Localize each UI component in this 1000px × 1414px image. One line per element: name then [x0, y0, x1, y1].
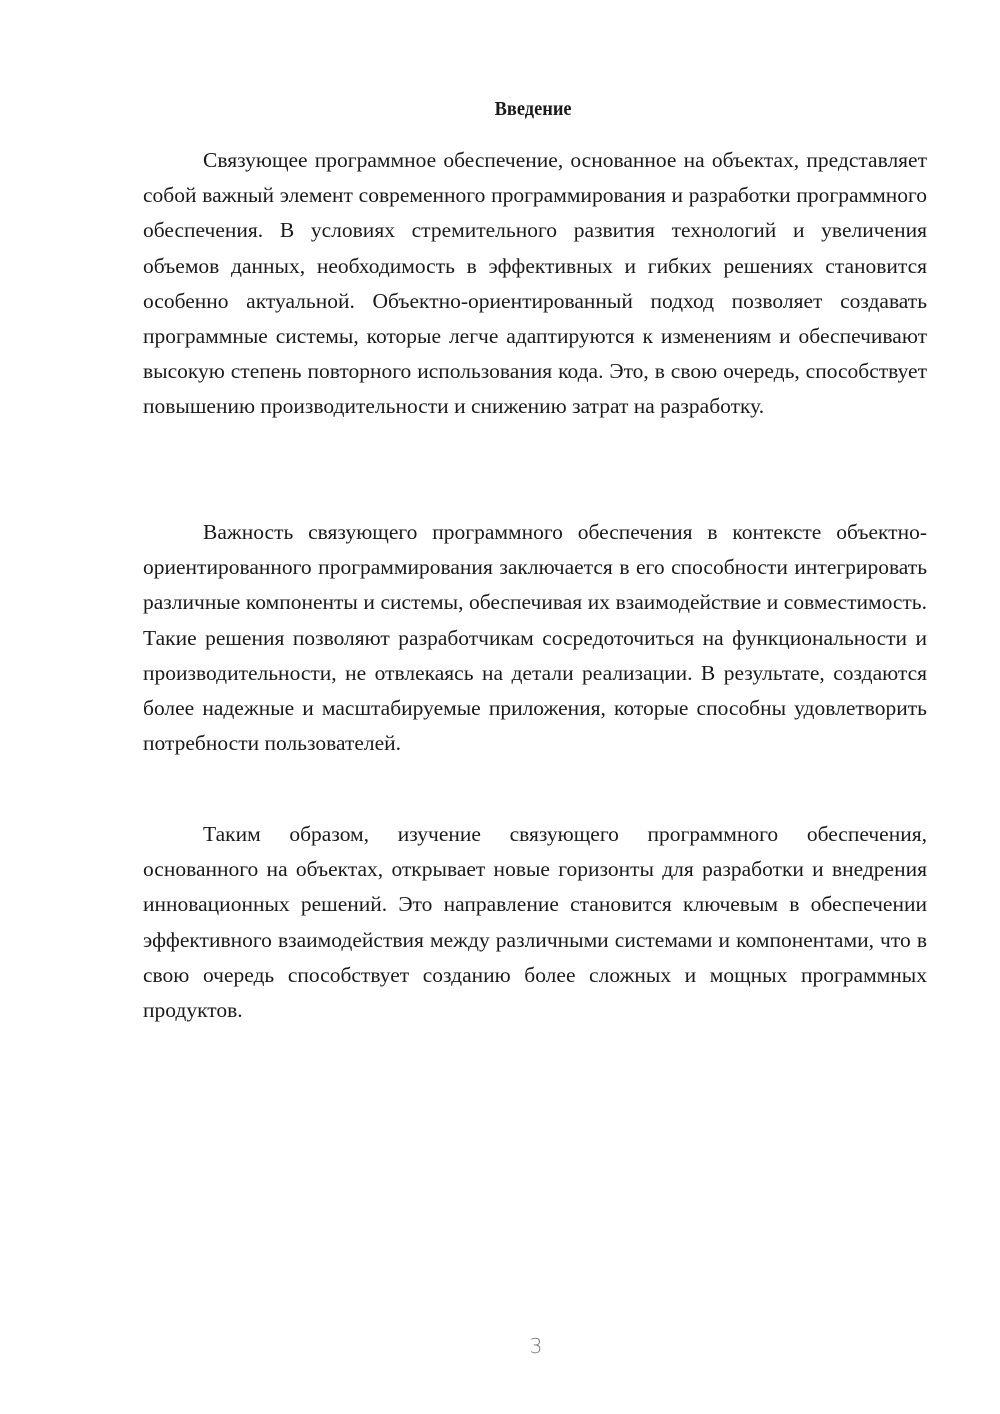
- paragraph: Важность связующего программного обеспечения в контексте объектно-ориентированного программирования заключается в его способности интегрировать различные компоненты и системы, обеспечивая их взаимодействие и совместимость. Такие решения позволяют разработчикам сосредоточиться на функциональности и производительности, не отвлекаясь на детали реализации. В результате, создаются более надежные и масштабируемые приложения, которые способны удовлетворить потребности пользователей.: [143, 520, 927, 756]
- section-title: Введение: [494, 98, 572, 120]
- paragraph-2-container: [143, 515, 927, 761]
- page-number: 3: [529, 1334, 543, 1358]
- paragraph-3-container: [143, 817, 927, 1028]
- paragraph-1-container: [143, 143, 927, 425]
- paragraph: Таким образом, изучение связующего программного обеспечения, основанного на объектах, открывает новые горизонты для разработки и внедрения инновационных решений. Это направление становится ключевым в обеспечении эффективного взаимодействия между различными системами и компонентами, что в свою очередь способствует созданию более сложных и мощных программных продуктов.: [143, 822, 927, 1023]
- paragraph: Связующее программное обеспечение, основанное на объектах, представляет собой важный элемент современного программирования и разработки программного обеспечения. В условиях стремительного развития технологий и увеличения объемов данных, необходимость в эффективных и гибких решениях становится особенно актуальной. Объектно-ориентированный подход позволяет создавать программные системы, которые легче адаптируются к изменениям и обеспечивают высокую степень повторного использования кода. Это, в свою очередь, способствует повышению производительности и снижению затрат на разработку.: [143, 148, 927, 419]
